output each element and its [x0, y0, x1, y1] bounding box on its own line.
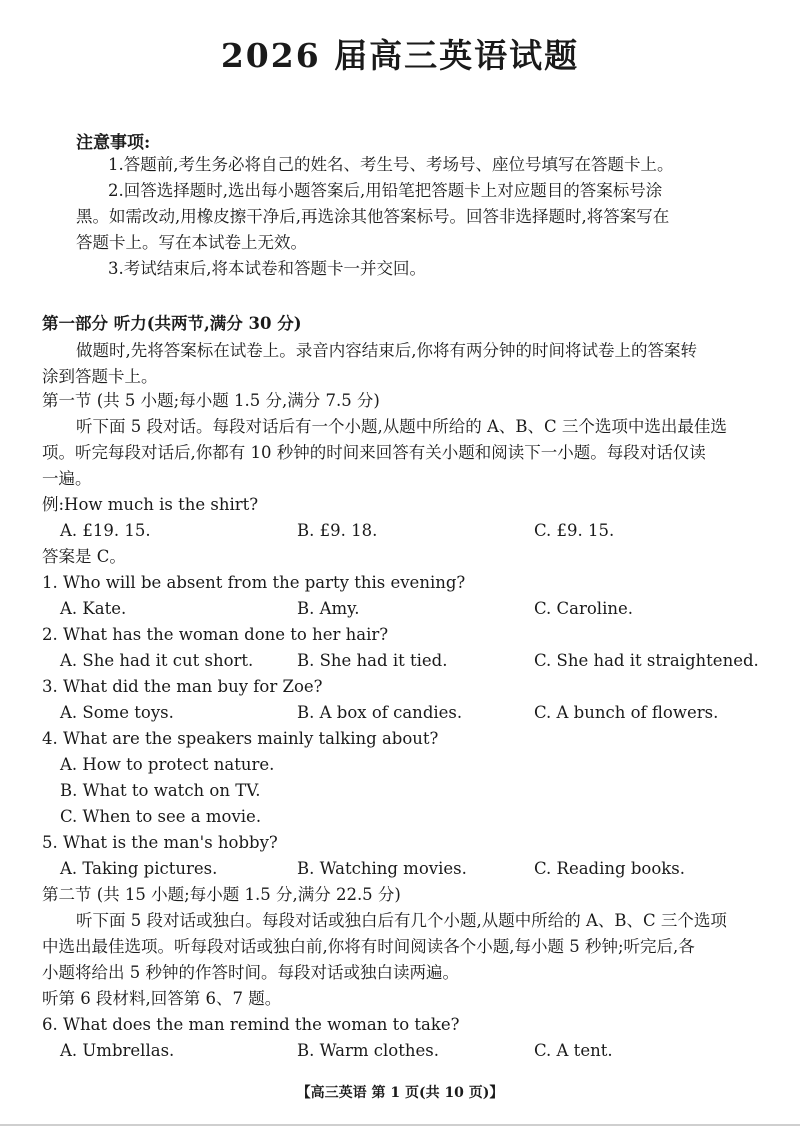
q1-option-b: B. Amy. — [297, 599, 360, 618]
notice-item-2-cont: 黑。如需改动,用橡皮擦干净后,再选涂其他答案标号。回答非选择题时,将答案写在 — [76, 207, 670, 226]
page-edge-divider — [0, 1124, 800, 1126]
q3-option-b: B. A box of candies. — [297, 703, 463, 722]
q1-option-a: A. Kate. — [60, 599, 127, 618]
notice-item-2-cont: 答题卡上。写在本试卷上无效。 — [76, 233, 307, 252]
example-answer: 答案是 C。 — [42, 547, 126, 566]
q2-option-a: A. She had it cut short. — [60, 651, 254, 670]
example-option-a: A. £19. 15. — [60, 521, 151, 540]
part1-intro: 做题时,先将答案标在试卷上。录音内容结束后,你将有两分钟的时间将试卷上的答案转 — [76, 341, 697, 360]
question-2: 2. What has the woman done to her hair? — [42, 625, 389, 644]
section2-intro-cont: 小题将给出 5 秒钟的作答时间。每段对话或独白读两遍。 — [42, 963, 459, 982]
notice-heading: 注意事项: — [76, 133, 151, 153]
notice-item-3: 3.考试结束后,将本试卷和答题卡一并交回。 — [108, 259, 426, 278]
material-6-instruction: 听第 6 段材料,回答第 6、7 题。 — [42, 989, 282, 1008]
q1-option-c: C. Caroline. — [534, 599, 633, 618]
part1-heading: 第一部分 听力(共两节,满分 30 分) — [42, 314, 302, 333]
q5-option-c: C. Reading books. — [534, 859, 685, 878]
q4-option-a: A. How to protect nature. — [60, 755, 275, 774]
question-3: 3. What did the man buy for Zoe? — [42, 677, 323, 696]
example-option-c: C. £9. 15. — [534, 521, 615, 540]
q2-option-b: B. She had it tied. — [297, 651, 448, 670]
q3-option-a: A. Some toys. — [60, 703, 174, 722]
q6-option-b: B. Warm clothes. — [297, 1041, 439, 1060]
example-question: 例:How much is the shirt? — [42, 495, 259, 514]
q6-option-a: A. Umbrellas. — [60, 1041, 175, 1060]
page-footer: 【高三英语 第 1 页(共 10 页)】 — [296, 1085, 504, 1101]
section2-intro-cont: 中选出最佳选项。听每段对话或独白前,你将有时间阅读各个小题,每小题 5 秒钟;听完后,各 — [42, 937, 695, 956]
notice-item-1: 1.答题前,考生务必将自己的姓名、考生号、考场号、座位号填写在答题卡上。 — [108, 155, 674, 174]
notice-item-2: 2.回答选择题时,选出每小题答案后,用铅笔把答题卡上对应题目的答案标号涂 — [108, 181, 663, 200]
q3-option-c: C. A bunch of flowers. — [534, 703, 719, 722]
q5-option-a: A. Taking pictures. — [60, 859, 218, 878]
section1-intro-cont: 项。听完每段对话后,你都有 10 秒钟的时间来回答有关小题和阅读下一小题。每段对话仅读 — [42, 443, 706, 462]
question-4: 4. What are the speakers mainly talking about? — [42, 729, 439, 748]
question-5: 5. What is the man's hobby? — [42, 833, 278, 852]
section2-heading: 第二节 (共 15 小题;每小题 1.5 分,满分 22.5 分) — [42, 885, 401, 904]
q4-option-b: B. What to watch on TV. — [60, 781, 261, 800]
q6-option-c: C. A tent. — [534, 1041, 613, 1060]
section2-intro: 听下面 5 段对话或独白。每段对话或独白后有几个小题,从题中所给的 A、B、C 三个选项 — [76, 911, 727, 930]
page-title: 2026 届高三英语试题 — [220, 36, 580, 75]
q2-option-c: C. She had it straightened. — [534, 651, 759, 670]
example-option-b: B. £9. 18. — [297, 521, 378, 540]
section1-intro: 听下面 5 段对话。每段对话后有一个小题,从题中所给的 A、B、C 三个选项中选出最佳选 — [76, 417, 727, 436]
q4-option-c: C. When to see a movie. — [60, 807, 262, 826]
section1-heading: 第一节 (共 5 小题;每小题 1.5 分,满分 7.5 分) — [42, 391, 380, 410]
part1-intro-cont: 涂到答题卡上。 — [42, 367, 158, 386]
section1-intro-cont: 一遍。 — [42, 469, 92, 488]
q5-option-b: B. Watching movies. — [297, 859, 467, 878]
question-1: 1. Who will be absent from the party this evening? — [42, 573, 466, 592]
question-6: 6. What does the man remind the woman to take? — [42, 1015, 460, 1034]
